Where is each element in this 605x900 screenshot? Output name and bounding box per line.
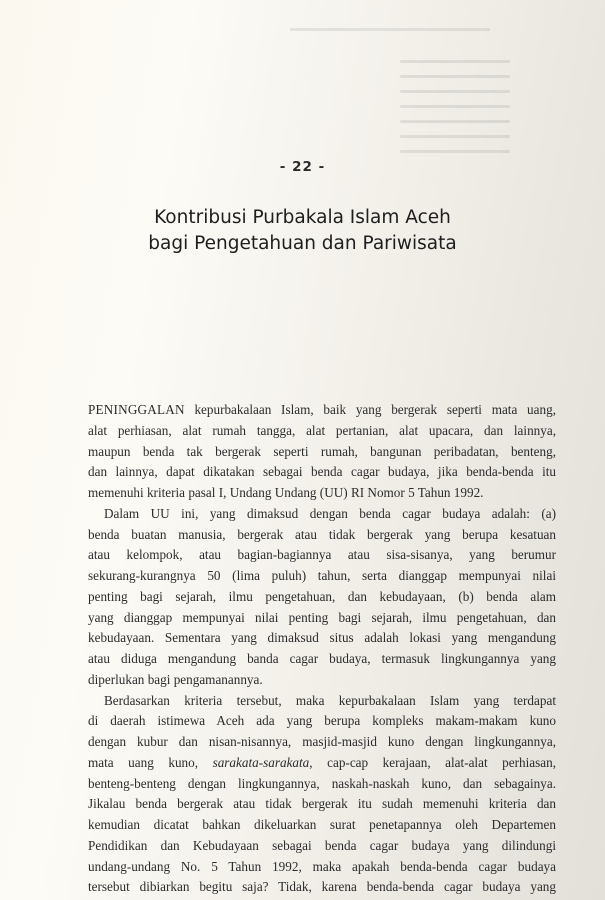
text-line: alat perhiasan, alat rumah tangga, alat pertanian, alat upacara, dan lainnya, [88, 422, 556, 438]
text-line: Jikalau benda bergerak atau tidak bergerak itu sudah memenuhi kriteria dan [88, 796, 556, 812]
reverse-page-bleed-through [290, 28, 490, 31]
chapter-title-line-2: bagi Pengetahuan dan Pariwisata [148, 233, 457, 254]
text-line: Berdasarkan kriteria tersebut, maka kepurbakalaan Islam yang terdapat [104, 692, 556, 708]
text-line: maupun benda tak bergerak seperti rumah, bangunan peribadatan, benteng, [88, 443, 556, 459]
text-line: Pendidikan dan Kebudayaan sebagai benda cagar budaya yang dilindungi [88, 837, 556, 853]
paragraph [88, 400, 556, 504]
text-line: atau kelompok, atau bagian-bagiannya atau sisa-sisanya, yang berumur [88, 547, 556, 563]
text-line: dan lainnya, dapat dikatakan sebagai benda cagar budaya, jika benda-benda itu [88, 464, 556, 480]
paragraph [88, 691, 556, 899]
text-line: diperlukan bagi pengamanannya. [88, 671, 263, 687]
italic-term: sarakata-sarakata [212, 754, 310, 770]
text-line: memenuhi kriteria pasal I, Undang Undang (UU) RI Nomor 5 Tahun 1992. [88, 485, 484, 500]
text-line: sekurang-kurangnya 50 (lima puluh) tahun, serta dianggap mempunyai nilai [88, 568, 556, 583]
lead-word: PENINGGALAN [88, 402, 185, 417]
paragraph [88, 504, 556, 691]
text-line: benteng-benteng dengan lingkungannya, naskah-naskah kuno, dan sebagainya. [88, 775, 556, 791]
chapter-title-line-1: Kontribusi Purbakala Islam Aceh [154, 207, 451, 228]
text-line: mata uang kuno, sarakata-sarakata, cap-cap kerajaan, alat-alat perhiasan, [88, 754, 556, 770]
text-line: tersebut dibiarkan begitu saja? Tidak, karena benda-benda cagar budaya yang [88, 879, 556, 895]
text-line: kebudayaan. Sementara yang dimaksud situs adalah lokasi yang mengandung [88, 630, 556, 646]
text-line: PENINGGALAN kepurbakalaan Islam, baik yang bergerak seperti mata uang, [88, 402, 556, 417]
text-line: penting bagi sejarah, ilmu pengetahuan, dan kebudayaan, (b) benda alam [88, 588, 556, 604]
body-text [88, 400, 556, 898]
page-number: - 22 - [279, 159, 326, 175]
text-line: atau diduga mengandung banda cagar budaya, termasuk lingkungannya yang [88, 651, 556, 666]
text-line: benda buatan manusia, bergerak atau tidak bergerak yang berupa kesatuan [88, 526, 556, 542]
text-line: yang dianggap mempunyai nilai penting bagi sejarah, ilmu pengetahuan, dan [88, 609, 556, 625]
text-line: di daerah istimewa Aceh ada yang berupa kompleks makam-makam kuno [88, 713, 556, 729]
chapter-title [0, 205, 605, 257]
text-line: dengan kubur dan nisan-nisannya, masjid-masjid kuno dengan lingkungannya, [88, 734, 556, 749]
text-line: undang-undang No. 5 Tahun 1992, maka apakah benda-benda cagar budaya [88, 858, 556, 874]
text-line: Dalam UU ini, yang dimaksud dengan benda cagar budaya adalah: (a) [104, 505, 556, 521]
text-line: kemudian dicatat bahkan dikeluarkan surat penetapannya oleh Departemen [88, 817, 556, 832]
